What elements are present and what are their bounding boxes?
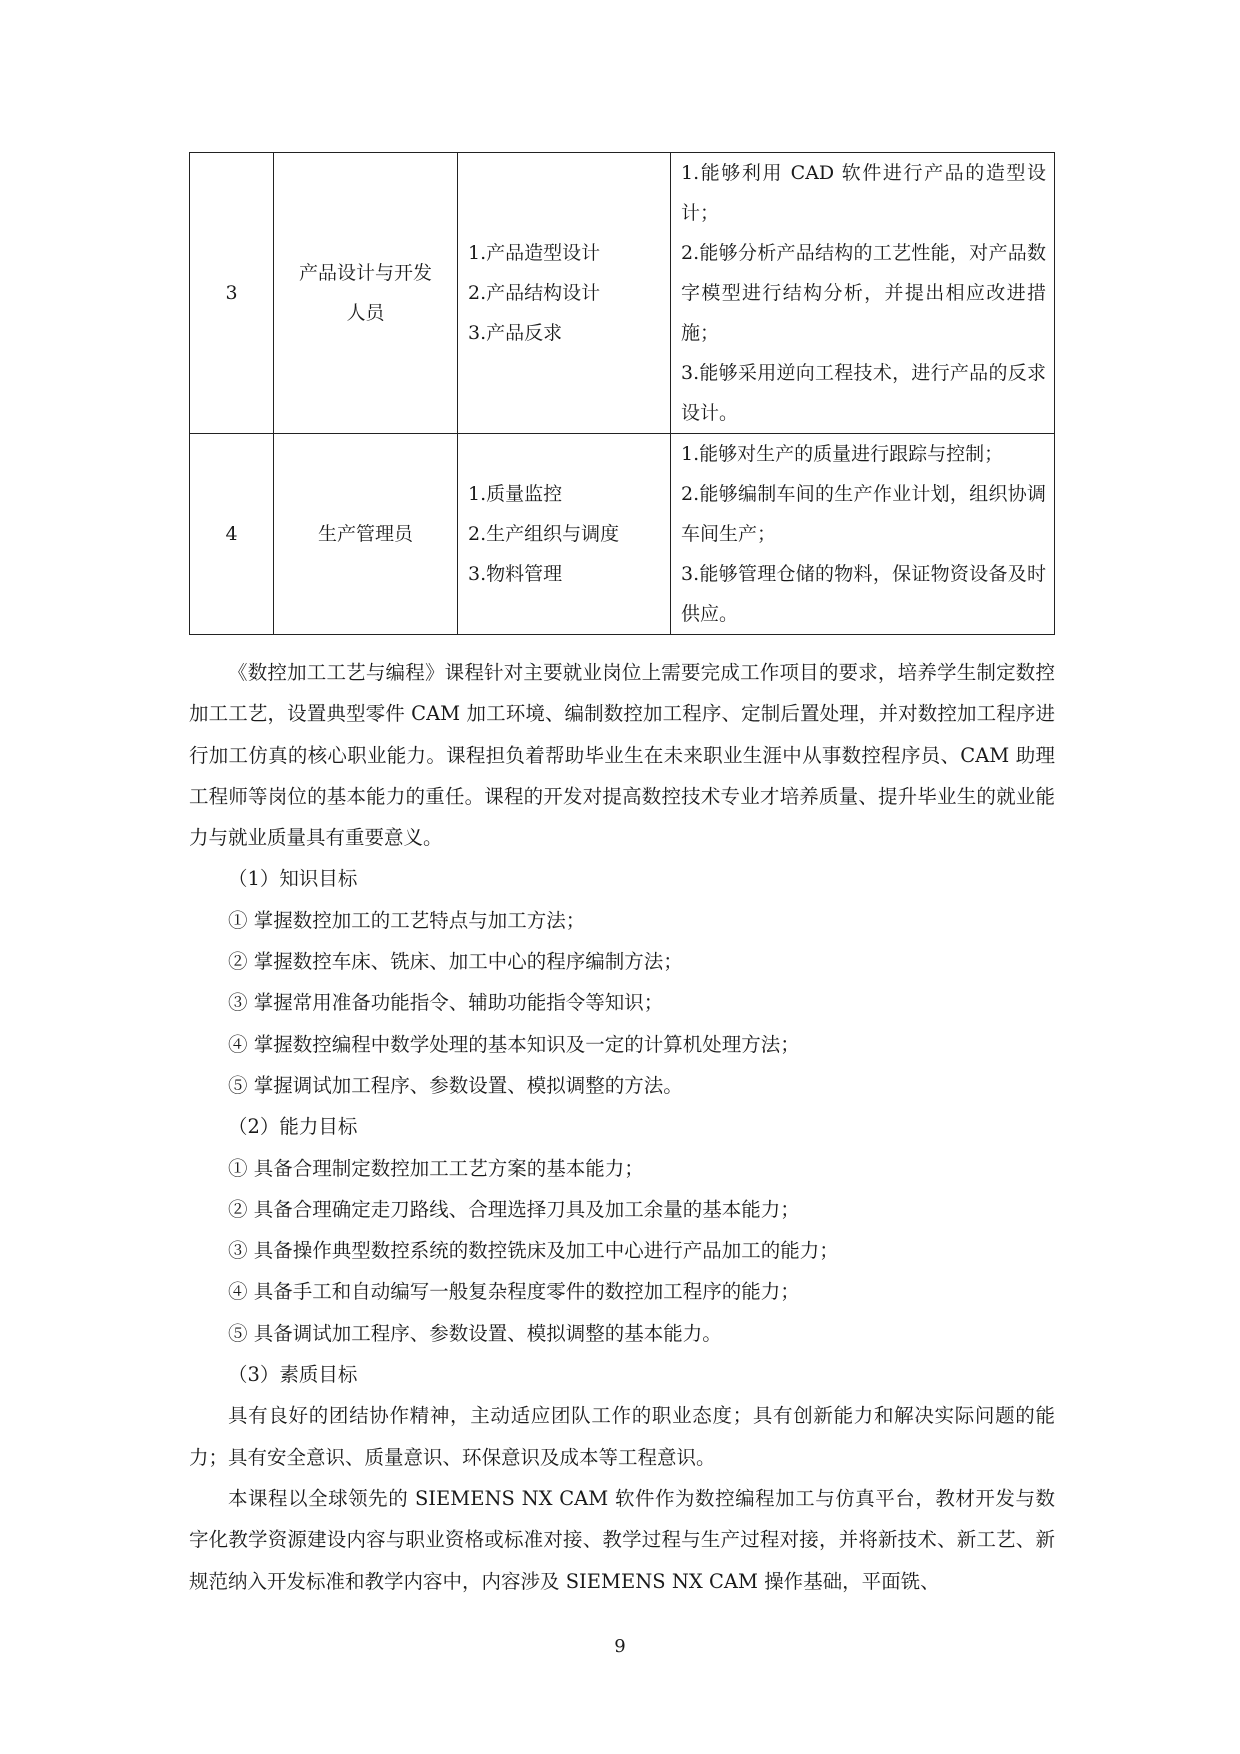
tasks-cell [458,434,671,635]
table-row [190,153,1055,434]
position-name: 人员 [346,302,385,324]
ability-item: 3.能够采用逆向工程技术，进行产品的反求设计。 [681,362,1046,424]
ability-item: 2.能够分析产品结构的工艺性能，对产品数字模型进行结构分析，并提出相应改进措施； [681,242,1046,344]
job-positions-table [189,152,1055,635]
task-item: 1.质量监控 [468,483,563,505]
knowledge-goals-heading: （1）知识目标 [228,867,358,891]
position-cell [274,434,458,635]
ability-goals-heading: （2）能力目标 [228,1115,358,1139]
quality-goals-heading: （3）素质目标 [228,1363,358,1387]
page-number: 9 [614,1636,626,1657]
table-row [190,434,1055,635]
position-name: 产品设计与开发 [298,262,432,284]
intro-paragraph: 《数控加工工艺与编程》课程针对主要就业岗位上需要完成工作项目的要求，培养学生制定数控加工工艺，设置典型零件 CAM 加工环境、编制数控加工程序、定制后置处理，并对数控加工程序进行加工仿真的核心职业能力。课程担负着帮助毕业生在未来职业生涯中从事数控程序员、CAM 助理工程师等岗位的基本能力的重任。课程的开发对提高数控技术专业才培养质量、提升毕业生的就业能力与就业质量具有重要意义。 [189,661,1055,850]
task-item: 2.产品结构设计 [468,282,601,304]
row-number-cell [190,153,274,434]
knowledge-goal-item: ③ 掌握常用准备功能指令、辅助功能指令等知识； [228,991,664,1015]
task-item: 3.产品反求 [468,322,563,344]
row-number: 4 [225,523,238,545]
ability-item: 2.能够编制车间的生产作业计划，组织协调车间生产； [681,483,1046,545]
row-number-cell [190,434,274,635]
knowledge-goal-item: ④ 掌握数控编程中数学处理的基本知识及一定的计算机处理方法； [228,1032,800,1056]
ability-item: 3.能够管理仓储的物料，保证物资设备及时供应。 [681,563,1046,625]
ability-goal-item: ④ 具备手工和自动编写一般复杂程度零件的数控加工程序的能力； [228,1280,800,1304]
ability-goal-item: ③ 具备操作典型数控系统的数控铣床及加工中心进行产品加工的能力； [228,1239,839,1263]
task-item: 3.物料管理 [468,563,563,585]
ability-goal-item: ① 具备合理制定数控加工工艺方案的基本能力； [228,1156,644,1180]
tasks-cell [458,153,671,434]
ability-item: 1.能够利用 CAD 软件进行产品的造型设计； [681,162,1046,224]
ability-item: 1.能够对生产的质量进行跟踪与控制； [681,443,1004,465]
knowledge-goal-item: ② 掌握数控车床、铣床、加工中心的程序编制方法； [228,950,683,974]
closing-paragraph: 本课程以全球领先的 SIEMENS NX CAM 软件作为数控编程加工与仿真平台，教材开发与数字化教学资源建设内容与职业资格或标准对接、教学过程与生产过程对接，并将新技术、新工艺、新规范纳入开发标准和教学内容中，内容涉及 SIEMENS NX CAM 操作基础，平面铣、 [189,1486,1055,1593]
task-item: 2.生产组织与调度 [468,523,620,545]
row-number: 3 [225,282,238,304]
knowledge-goal-item: ① 掌握数控加工的工艺特点与加工方法； [228,908,586,932]
abilities-cell [671,153,1055,434]
task-item: 1.产品造型设计 [468,242,601,264]
quality-goals-text: 具有良好的团结协作精神，主动适应团队工作的职业态度；具有创新能力和解决实际问题的能力；具有安全意识、质量意识、环保意识及成本等工程意识。 [189,1404,1055,1469]
abilities-cell [671,434,1055,635]
knowledge-goal-item: ⑤ 掌握调试加工程序、参数设置、模拟调整的方法。 [228,1073,683,1097]
position-name: 生产管理员 [317,523,413,545]
body-text [189,652,1055,1602]
ability-goal-item: ② 具备合理确定走刀路线、合理选择刀具及加工余量的基本能力； [228,1197,800,1221]
ability-goal-item: ⑤ 具备调试加工程序、参数设置、模拟调整的基本能力。 [228,1321,722,1345]
position-cell [274,153,458,434]
